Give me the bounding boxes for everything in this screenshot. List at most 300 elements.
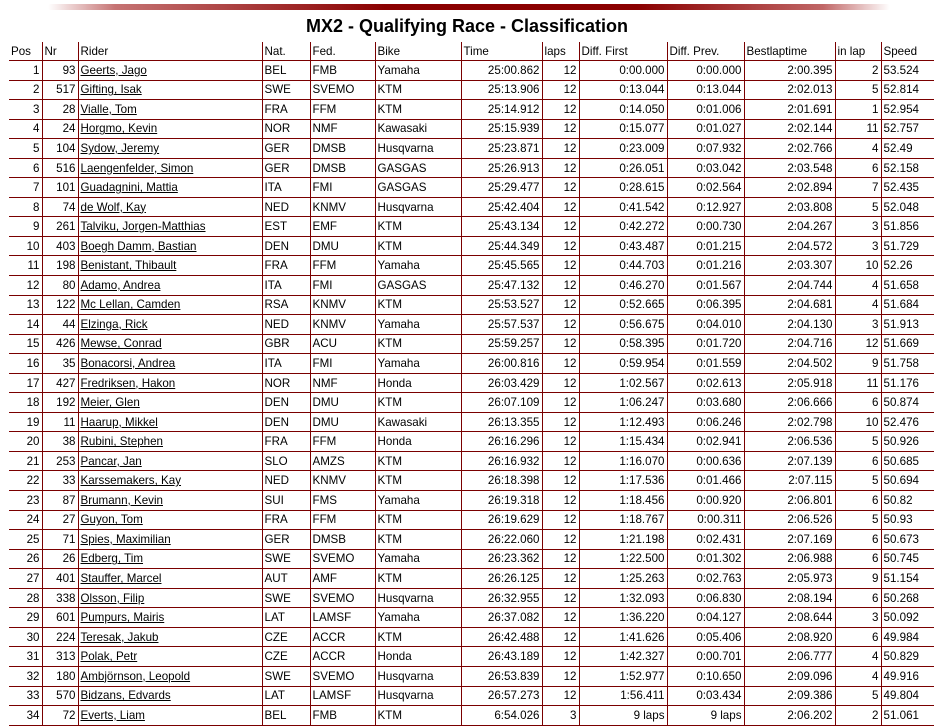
table-header-row	[9, 42, 934, 61]
cell-diff-first: 1:17.536	[579, 471, 667, 491]
cell-fed: DMSB	[310, 158, 375, 178]
cell-bike: Yamaha	[375, 256, 461, 276]
cell-nr: 104	[42, 139, 78, 159]
rider-link[interactable]: Fredriksen, Hakon	[80, 376, 176, 390]
cell-speed: 49.916	[881, 666, 934, 686]
rider-link[interactable]: Vialle, Tom	[80, 102, 137, 116]
cell-nr: 253	[42, 451, 78, 471]
cell-in-lap: 2	[835, 61, 881, 81]
cell-diff-first: 0:52.665	[579, 295, 667, 315]
table-body	[9, 61, 934, 726]
rider-link[interactable]: Horgmo, Kevin	[80, 122, 158, 136]
cell-nr: 101	[42, 178, 78, 198]
cell-diff-first: 0:26.051	[579, 158, 667, 178]
cell-bike: KTM	[375, 451, 461, 471]
cell-in-lap: 3	[835, 315, 881, 335]
table-row	[9, 491, 934, 511]
col-header-speed: Speed	[881, 42, 934, 61]
cell-nat: GER	[262, 158, 310, 178]
cell-diff-first: 1:21.198	[579, 530, 667, 550]
cell-in-lap: 6	[835, 158, 881, 178]
cell-nr: 11	[42, 412, 78, 432]
cell-fed: KNMV	[310, 197, 375, 217]
cell-diff-prev: 0:06.395	[667, 295, 744, 315]
cell-fed: FMB	[310, 61, 375, 81]
rider-link[interactable]: Teresak, Jakub	[80, 630, 159, 644]
cell-bike: Kawasaki	[375, 412, 461, 432]
cell-speed: 51.729	[881, 236, 934, 256]
rider-link[interactable]: Spies, Maximilian	[80, 532, 171, 546]
cell-in-lap: 3	[835, 608, 881, 628]
rider-link[interactable]: Adamo, Andrea	[80, 278, 161, 292]
cell-laps: 12	[542, 569, 579, 589]
cell-in-lap: 9	[835, 354, 881, 374]
cell-pos: 26	[9, 549, 42, 569]
cell-time: 25:23.871	[461, 139, 542, 159]
rider-link[interactable]: Everts, Liam	[80, 708, 145, 722]
cell-laps: 12	[542, 530, 579, 550]
cell-speed: 50.829	[881, 647, 934, 667]
rider-link[interactable]: Mc Lellan, Camden	[80, 298, 181, 312]
table-row	[9, 80, 934, 100]
cell-speed: 50.926	[881, 432, 934, 452]
cell-in-lap: 4	[835, 666, 881, 686]
cell-rider	[78, 666, 262, 686]
decorative-red-line	[48, 4, 890, 10]
cell-speed: 50.694	[881, 471, 934, 491]
cell-pos: 14	[9, 315, 42, 335]
rider-link[interactable]: Gifting, Isak	[80, 83, 142, 97]
cell-diff-first: 0:15.077	[579, 119, 667, 139]
cell-laps: 12	[542, 354, 579, 374]
cell-pos: 6	[9, 158, 42, 178]
cell-fed: FMB	[310, 706, 375, 726]
cell-fed: SVEMO	[310, 588, 375, 608]
cell-bestlaptime: 2:09.096	[744, 666, 835, 686]
cell-diff-prev: 0:06.246	[667, 412, 744, 432]
cell-fed: LAMSF	[310, 608, 375, 628]
col-header-pos: Pos	[9, 42, 42, 61]
cell-bestlaptime: 2:06.536	[744, 432, 835, 452]
cell-pos: 30	[9, 627, 42, 647]
cell-speed: 50.268	[881, 588, 934, 608]
cell-time: 25:14.912	[461, 100, 542, 120]
cell-bestlaptime: 2:03.808	[744, 197, 835, 217]
rider-link[interactable]: Talviku, Jorgen-Matthias	[80, 220, 206, 234]
cell-nr: 71	[42, 530, 78, 550]
cell-laps: 12	[542, 100, 579, 120]
cell-bestlaptime: 2:01.691	[744, 100, 835, 120]
cell-rider	[78, 295, 262, 315]
cell-bestlaptime: 2:02.766	[744, 139, 835, 159]
cell-rider	[78, 139, 262, 159]
cell-diff-prev: 0:00.000	[667, 61, 744, 81]
cell-pos: 15	[9, 334, 42, 354]
cell-rider	[78, 686, 262, 706]
cell-rider	[78, 158, 262, 178]
cell-time: 26:07.109	[461, 393, 542, 413]
rider-link[interactable]: Guadagnini, Mattia	[80, 181, 178, 195]
cell-nat: NED	[262, 471, 310, 491]
cell-nat: SWE	[262, 666, 310, 686]
cell-bestlaptime: 2:04.130	[744, 315, 835, 335]
cell-bestlaptime: 2:06.202	[744, 706, 835, 726]
table-row	[9, 432, 934, 452]
cell-diff-first: 1:56.411	[579, 686, 667, 706]
cell-nr: 38	[42, 432, 78, 452]
cell-in-lap: 12	[835, 334, 881, 354]
cell-in-lap: 7	[835, 178, 881, 198]
cell-bestlaptime: 2:09.386	[744, 686, 835, 706]
classification-table	[9, 42, 934, 726]
cell-bestlaptime: 2:07.169	[744, 530, 835, 550]
cell-rider	[78, 530, 262, 550]
cell-diff-prev: 0:00.311	[667, 510, 744, 530]
cell-bike: Yamaha	[375, 491, 461, 511]
cell-nr: 192	[42, 393, 78, 413]
table-row	[9, 412, 934, 432]
rider-link[interactable]: Brumann, Kevin	[80, 493, 163, 507]
cell-pos: 33	[9, 686, 42, 706]
cell-nr: 338	[42, 588, 78, 608]
cell-time: 25:47.132	[461, 276, 542, 296]
cell-diff-prev: 0:01.302	[667, 549, 744, 569]
cell-laps: 12	[542, 647, 579, 667]
cell-speed: 51.154	[881, 569, 934, 589]
rider-link[interactable]: Pancar, Jan	[80, 454, 142, 468]
cell-fed: FFM	[310, 256, 375, 276]
cell-diff-first: 0:14.050	[579, 100, 667, 120]
rider-link[interactable]: Meier, Glen	[80, 396, 140, 410]
cell-diff-prev: 0:04.010	[667, 315, 744, 335]
cell-pos: 4	[9, 119, 42, 139]
rider-link[interactable]: Pumpurs, Mairis	[80, 611, 165, 625]
cell-bike: Yamaha	[375, 608, 461, 628]
cell-nat: SWE	[262, 80, 310, 100]
cell-nr: 27	[42, 510, 78, 530]
cell-time: 26:19.629	[461, 510, 542, 530]
cell-fed: ACCR	[310, 647, 375, 667]
table-row	[9, 100, 934, 120]
cell-nr: 24	[42, 119, 78, 139]
cell-time: 25:26.913	[461, 158, 542, 178]
rider-link[interactable]: Sydow, Jeremy	[80, 141, 160, 155]
cell-bestlaptime: 2:03.307	[744, 256, 835, 276]
cell-rider	[78, 393, 262, 413]
cell-speed: 52.435	[881, 178, 934, 198]
rider-link[interactable]: Karssemakers, Kay	[80, 474, 182, 488]
cell-nat: FRA	[262, 256, 310, 276]
cell-laps: 12	[542, 627, 579, 647]
cell-diff-first: 0:58.395	[579, 334, 667, 354]
cell-time: 6:54.026	[461, 706, 542, 726]
cell-rider	[78, 373, 262, 393]
cell-speed: 50.092	[881, 608, 934, 628]
table-row	[9, 549, 934, 569]
cell-laps: 12	[542, 178, 579, 198]
rider-link[interactable]: Laengenfelder, Simon	[80, 161, 194, 175]
cell-nat: SWE	[262, 588, 310, 608]
cell-fed: DMSB	[310, 139, 375, 159]
cell-pos: 17	[9, 373, 42, 393]
cell-pos: 29	[9, 608, 42, 628]
cell-bestlaptime: 2:02.894	[744, 178, 835, 198]
cell-in-lap: 3	[835, 217, 881, 237]
cell-diff-prev: 0:01.466	[667, 471, 744, 491]
cell-diff-prev: 0:01.720	[667, 334, 744, 354]
cell-time: 26:37.082	[461, 608, 542, 628]
cell-in-lap: 4	[835, 647, 881, 667]
rider-link[interactable]: Boegh Damm, Bastian	[80, 239, 197, 253]
cell-bike: Honda	[375, 373, 461, 393]
cell-fed: AMZS	[310, 451, 375, 471]
cell-laps: 12	[542, 549, 579, 569]
cell-pos: 16	[9, 354, 42, 374]
cell-rider	[78, 569, 262, 589]
rider-link[interactable]: Bonacorsi, Andrea	[80, 356, 176, 370]
cell-rider	[78, 451, 262, 471]
cell-pos: 19	[9, 412, 42, 432]
cell-bike: KTM	[375, 471, 461, 491]
cell-rider	[78, 100, 262, 120]
cell-diff-first: 1:18.456	[579, 491, 667, 511]
cell-nat: LAT	[262, 686, 310, 706]
rider-link[interactable]: Guyon, Tom	[80, 513, 143, 527]
cell-diff-prev: 0:00.920	[667, 491, 744, 511]
cell-time: 26:18.398	[461, 471, 542, 491]
cell-speed: 52.26	[881, 256, 934, 276]
cell-in-lap: 11	[835, 373, 881, 393]
rider-link[interactable]: Haarup, Mikkel	[80, 415, 158, 429]
cell-rider	[78, 217, 262, 237]
cell-pos: 25	[9, 530, 42, 550]
cell-time: 26:42.488	[461, 627, 542, 647]
cell-speed: 51.669	[881, 334, 934, 354]
col-header-bestlaptime: Bestlaptime	[744, 42, 835, 61]
table-row	[9, 139, 934, 159]
cell-laps: 12	[542, 276, 579, 296]
page-title: MX2 - Qualifying Race - Classification	[305, 16, 629, 36]
cell-diff-first: 1:41.626	[579, 627, 667, 647]
cell-bike: Husqvarna	[375, 139, 461, 159]
cell-nat: EST	[262, 217, 310, 237]
cell-bestlaptime: 2:02.013	[744, 80, 835, 100]
rider-link[interactable]: Elzinga, Rick	[80, 317, 148, 331]
cell-nat: GBR	[262, 334, 310, 354]
cell-time: 25:57.537	[461, 315, 542, 335]
rider-link[interactable]: Ambjörnson, Leopold	[80, 669, 191, 683]
cell-nat: GER	[262, 139, 310, 159]
cell-bike: Husqvarna	[375, 197, 461, 217]
rider-link[interactable]: Benistant, Thibault	[80, 259, 177, 273]
cell-bike: GASGAS	[375, 276, 461, 296]
cell-speed: 50.93	[881, 510, 934, 530]
cell-in-lap: 5	[835, 432, 881, 452]
rider-link[interactable]: Stauffer, Marcel	[80, 571, 162, 585]
cell-nat: DEN	[262, 236, 310, 256]
cell-rider	[78, 432, 262, 452]
cell-fed: FMS	[310, 491, 375, 511]
cell-bestlaptime: 2:04.502	[744, 354, 835, 374]
cell-rider	[78, 549, 262, 569]
cell-time: 26:32.955	[461, 588, 542, 608]
rider-link[interactable]: Bidzans, Edvards	[80, 689, 171, 703]
table-row	[9, 197, 934, 217]
cell-diff-prev: 0:04.127	[667, 608, 744, 628]
cell-diff-prev: 0:01.216	[667, 256, 744, 276]
cell-bestlaptime: 2:03.548	[744, 158, 835, 178]
cell-laps: 12	[542, 295, 579, 315]
cell-bestlaptime: 2:06.777	[744, 647, 835, 667]
cell-nat: BEL	[262, 706, 310, 726]
cell-rider	[78, 412, 262, 432]
cell-diff-first: 9 laps	[579, 706, 667, 726]
cell-pos: 28	[9, 588, 42, 608]
rider-link[interactable]: Polak, Petr	[80, 650, 138, 664]
cell-nr: 80	[42, 276, 78, 296]
cell-speed: 51.913	[881, 315, 934, 335]
cell-laps: 12	[542, 432, 579, 452]
cell-nat: SWE	[262, 549, 310, 569]
cell-speed: 50.685	[881, 451, 934, 471]
cell-fed: ACCR	[310, 627, 375, 647]
col-header-nat: Nat.	[262, 42, 310, 61]
cell-bestlaptime: 2:08.644	[744, 608, 835, 628]
cell-bike: GASGAS	[375, 178, 461, 198]
cell-bestlaptime: 2:04.744	[744, 276, 835, 296]
cell-diff-first: 1:18.767	[579, 510, 667, 530]
cell-nat: FRA	[262, 100, 310, 120]
cell-laps: 12	[542, 471, 579, 491]
cell-fed: NMF	[310, 373, 375, 393]
cell-speed: 52.158	[881, 158, 934, 178]
table-row	[9, 217, 934, 237]
cell-bike: KTM	[375, 295, 461, 315]
cell-in-lap: 2	[835, 706, 881, 726]
cell-diff-prev: 0:03.434	[667, 686, 744, 706]
cell-nr: 44	[42, 315, 78, 335]
cell-pos: 27	[9, 569, 42, 589]
cell-fed: FFM	[310, 510, 375, 530]
rider-link[interactable]: Geerts, Jago	[80, 63, 147, 77]
cell-nr: 313	[42, 647, 78, 667]
cell-laps: 12	[542, 510, 579, 530]
cell-rider	[78, 510, 262, 530]
cell-diff-prev: 0:01.215	[667, 236, 744, 256]
cell-in-lap: 4	[835, 139, 881, 159]
cell-diff-prev: 0:03.680	[667, 393, 744, 413]
cell-fed: FMI	[310, 178, 375, 198]
cell-diff-first: 0:42.272	[579, 217, 667, 237]
cell-laps: 12	[542, 158, 579, 178]
cell-bike: KTM	[375, 706, 461, 726]
cell-laps: 12	[542, 236, 579, 256]
cell-rider	[78, 354, 262, 374]
cell-nr: 122	[42, 295, 78, 315]
cell-bike: Honda	[375, 647, 461, 667]
cell-nat: GER	[262, 530, 310, 550]
cell-nat: ITA	[262, 178, 310, 198]
cell-in-lap: 5	[835, 471, 881, 491]
cell-time: 25:43.134	[461, 217, 542, 237]
cell-in-lap: 6	[835, 451, 881, 471]
cell-in-lap: 6	[835, 627, 881, 647]
cell-speed: 49.804	[881, 686, 934, 706]
rider-link[interactable]: de Wolf, Kay	[80, 200, 147, 214]
cell-bestlaptime: 2:07.139	[744, 451, 835, 471]
cell-diff-prev: 9 laps	[667, 706, 744, 726]
cell-laps: 12	[542, 315, 579, 335]
table-row	[9, 393, 934, 413]
cell-fed: DMU	[310, 412, 375, 432]
table-row	[9, 373, 934, 393]
cell-bike: Yamaha	[375, 549, 461, 569]
cell-speed: 52.49	[881, 139, 934, 159]
cell-time: 26:57.273	[461, 686, 542, 706]
cell-bestlaptime: 2:07.115	[744, 471, 835, 491]
cell-speed: 50.82	[881, 491, 934, 511]
rider-link[interactable]: Edberg, Tim	[80, 552, 144, 566]
cell-speed: 53.524	[881, 61, 934, 81]
cell-pos: 32	[9, 666, 42, 686]
cell-diff-first: 0:46.270	[579, 276, 667, 296]
cell-speed: 52.757	[881, 119, 934, 139]
cell-bike: KTM	[375, 569, 461, 589]
cell-nat: ITA	[262, 276, 310, 296]
cell-bike: KTM	[375, 334, 461, 354]
cell-in-lap: 3	[835, 236, 881, 256]
cell-in-lap: 1	[835, 100, 881, 120]
cell-pos: 9	[9, 217, 42, 237]
cell-fed: ACU	[310, 334, 375, 354]
cell-diff-first: 1:22.500	[579, 549, 667, 569]
cell-bike: Husqvarna	[375, 588, 461, 608]
cell-bestlaptime: 2:06.801	[744, 491, 835, 511]
cell-nat: CZE	[262, 627, 310, 647]
table-row	[9, 608, 934, 628]
cell-nat: RSA	[262, 295, 310, 315]
table-row	[9, 510, 934, 530]
rider-link[interactable]: Olsson, Filip	[80, 591, 145, 605]
cell-nr: 426	[42, 334, 78, 354]
cell-pos: 1	[9, 61, 42, 81]
table-row	[9, 334, 934, 354]
cell-nr: 198	[42, 256, 78, 276]
table-row	[9, 178, 934, 198]
col-header-nr: Nr	[42, 42, 78, 61]
cell-speed: 52.954	[881, 100, 934, 120]
table-row	[9, 706, 934, 726]
cell-nr: 93	[42, 61, 78, 81]
cell-pos: 7	[9, 178, 42, 198]
rider-link[interactable]: Mewse, Conrad	[80, 337, 162, 351]
cell-laps: 12	[542, 256, 579, 276]
cell-nr: 74	[42, 197, 78, 217]
cell-diff-prev: 0:06.830	[667, 588, 744, 608]
cell-time: 25:29.477	[461, 178, 542, 198]
cell-diff-prev: 0:02.431	[667, 530, 744, 550]
cell-nr: 570	[42, 686, 78, 706]
cell-time: 26:13.355	[461, 412, 542, 432]
cell-diff-first: 1:12.493	[579, 412, 667, 432]
cell-fed: FMI	[310, 276, 375, 296]
cell-laps: 12	[542, 80, 579, 100]
rider-link[interactable]: Rubini, Stephen	[80, 435, 164, 449]
cell-time: 26:00.816	[461, 354, 542, 374]
cell-bike: GASGAS	[375, 158, 461, 178]
table-row	[9, 315, 934, 335]
cell-bike: KTM	[375, 510, 461, 530]
